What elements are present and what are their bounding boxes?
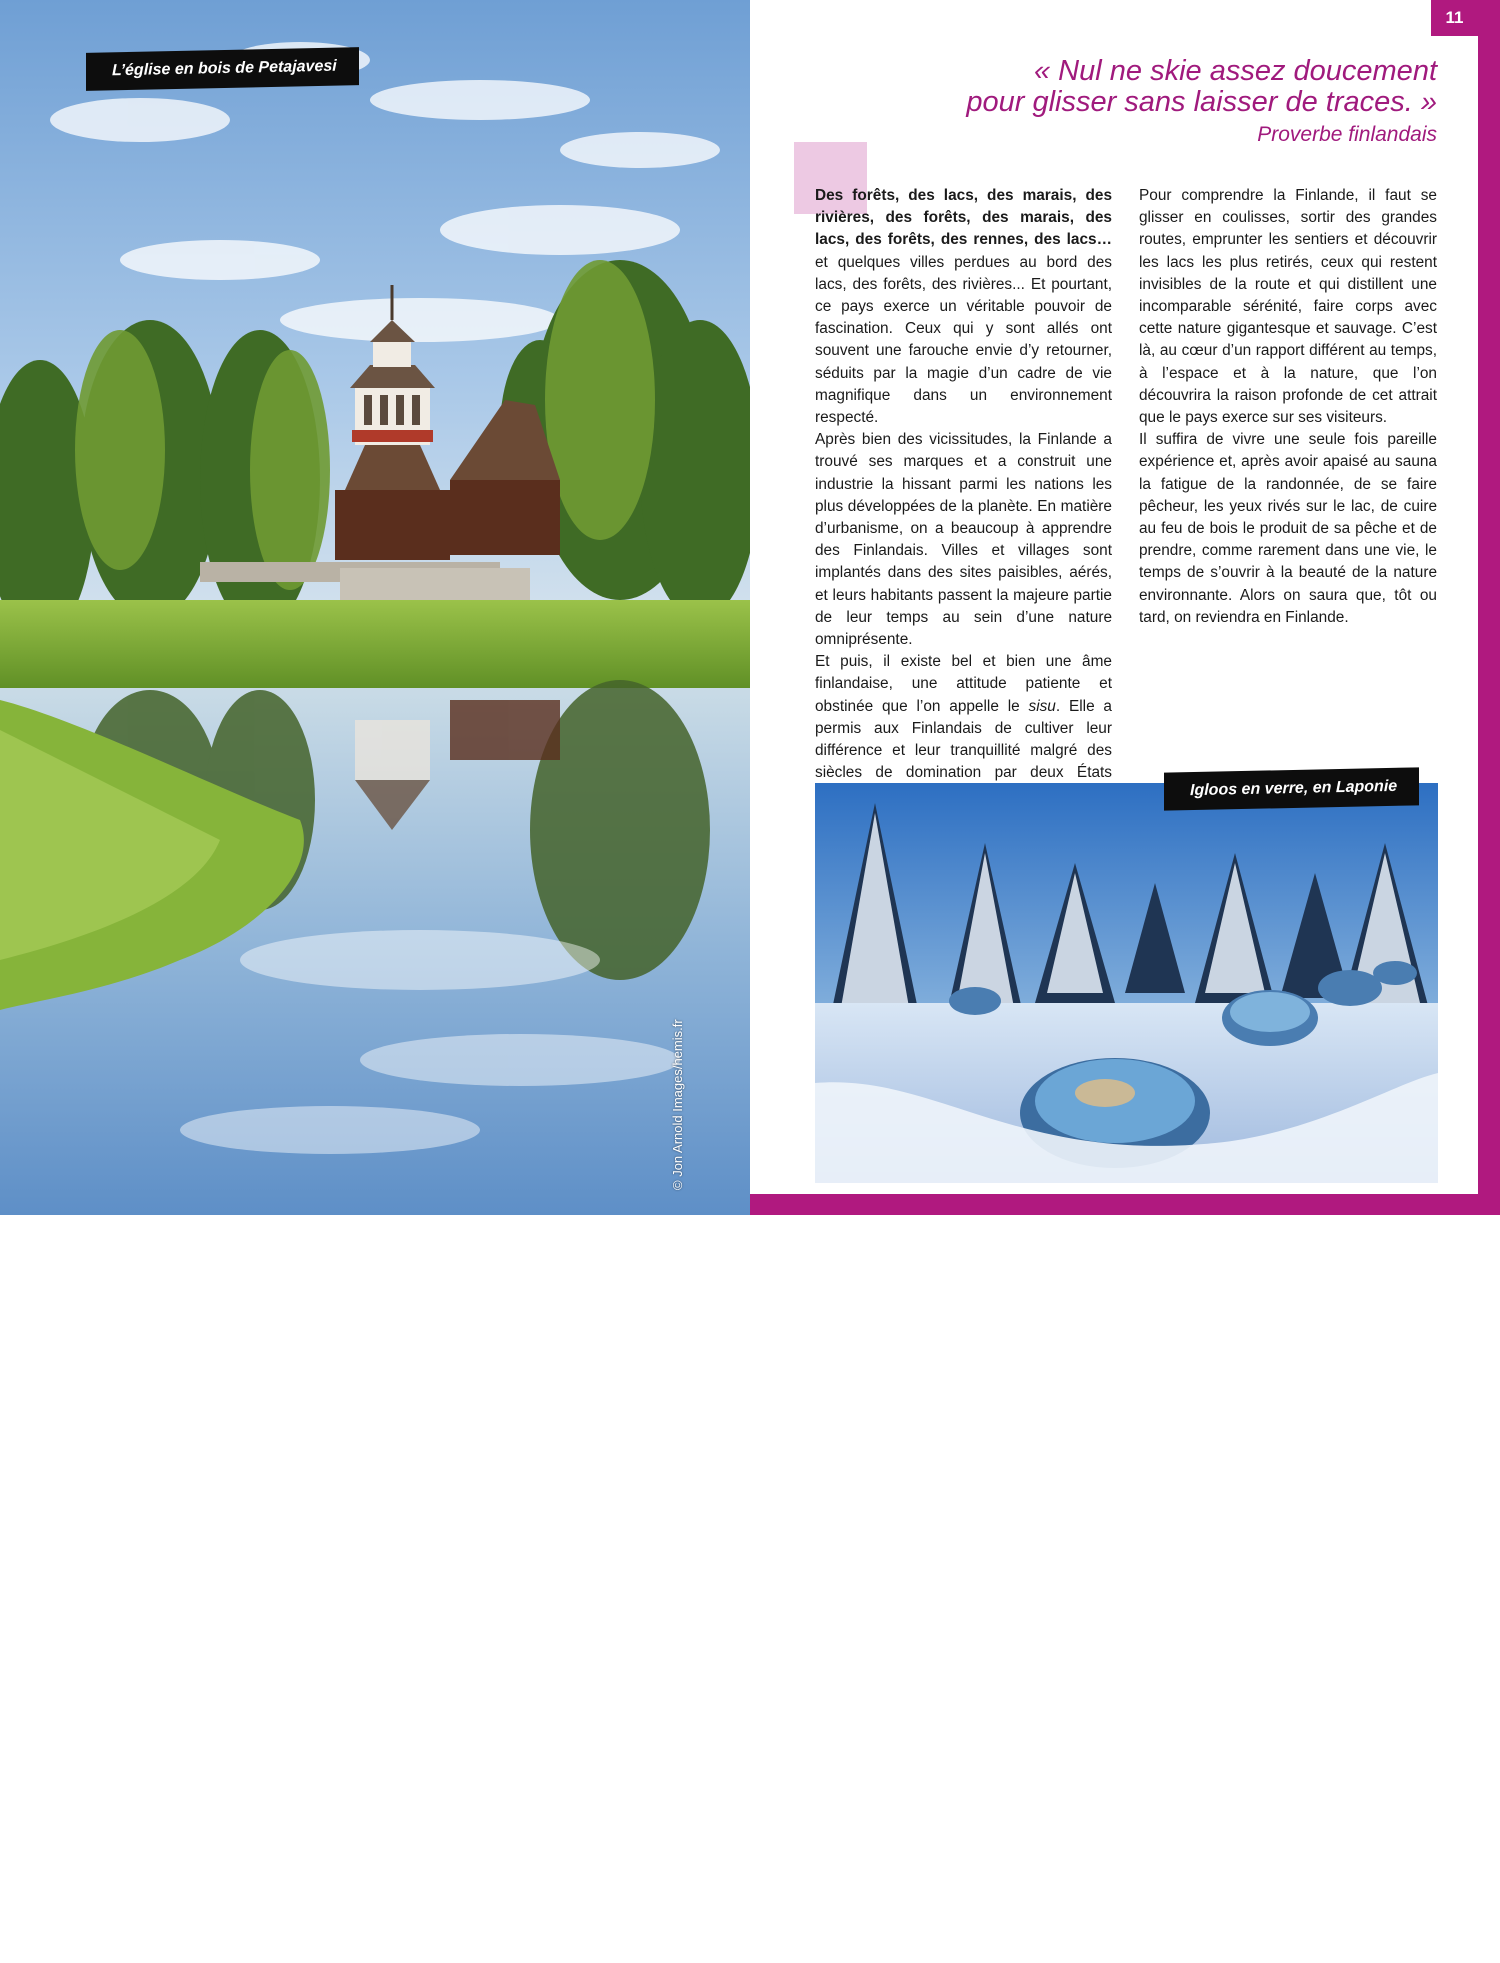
text-column-2: [1139, 185, 1437, 629]
caption-igloos: Igloos en verre, en Laponie: [1164, 767, 1419, 810]
paragraph-2: Après bien des vicissitudes, la Finlande a trouvé ses marques et a construit une industrie la hissant parmi les nations les plus développées de la planète. En matière d’urbanisme, on a beaucoup à apprendre des Finlandais. Villes et villages sont implantés dans des sites paisibles, aérés, et leurs habitants passent la majeure partie de leur temps au sein d’une nature omniprésente.: [815, 431, 1112, 649]
quote-line-1: « Nul ne skie assez doucement: [1034, 55, 1437, 87]
paragraph-1-rest: et quelques villes perdues au bord des lacs, des forêts, des rivières... Et pourtant, ce pays exerce un véritable pouvoir de fascination. Ceux qui y sont allés ont souvent une farouche envie d’y retourner, séduits par la magie d’un cadre de vie magnifique dans un environnement respecté.: [815, 253, 1112, 427]
quote-attribution: Proverbe finlandais: [1257, 123, 1437, 146]
paragraph-3-end: . Elle a permis aux Finlandais de cultiver leur différence et leur tranquillité malgré des siècles de domination par deux États: [815, 697, 1112, 782]
magenta-bottom-band: [750, 1194, 1500, 1215]
photo-credit-line-1: © Kakslauttanen Arctic Resort, Saariselka, Finland: [885, 1672, 900, 1963]
caption-petajavesi: L’église en bois de Petajavesi: [86, 47, 359, 91]
photo-credit-right: [885, 1672, 915, 1963]
glass-igloos-photo: [815, 783, 1438, 1963]
lead-in-bold: Des forêts, des lacs, des marais, des rivières, des forêts, des marais, des lacs, des forêts, des rennes, des lacs…: [815, 187, 1112, 249]
paragraph-3-start: Et puis, il existe bel et bien une âme finlandaise, une attitude patiente et obstinée que l’on appelle le: [815, 653, 1112, 715]
magenta-edge-band: [1478, 0, 1500, 1215]
sisu-italic: sisu: [1028, 697, 1056, 715]
right-page: [750, 0, 1500, 1963]
photo-credit-left: © Jon Arnold Images/hemis.fr: [670, 1019, 685, 1190]
church-lake-photo: [0, 0, 750, 1215]
paragraph-5: Il suffira de vivre une seule fois pareille expérience et, après avoir apaisé au sauna la fatigue de la randonnée, de se faire pêcheur, les yeux rivés sur le lac, de cuire au feu de bois le produit de sa pêche et de prendre, comme rarement dans une vie, le temps de s’ouvrir à la beauté de la nature environnante. Alors on saura que, tôt ou tard, on reviendra en Finlande.: [1139, 431, 1437, 626]
photo-credit-line-2: ©Valtteri Hirvonen: [900, 1858, 915, 1963]
quote-line-2: pour glisser sans laisser de traces. »: [966, 86, 1437, 118]
glass-igloos-illustration: [815, 783, 1438, 1183]
church-lake-illustration: [0, 0, 750, 1215]
page-number: 11: [1431, 0, 1478, 36]
paragraph-4: Pour comprendre la Finlande, il faut se glisser en coulisses, sortir des grandes routes, emprunter les sentiers et découvrir les lacs les plus retirés, ceux qui restent invisibles de la route et qui distillent une incomparable sérénité, faire corps avec cette nature gigantesque et sauvage. C’est là, au cœur d’un rapport différent au temps, à l’espace et à la nature, que l’on découvrira la raison profonde de cet attrait que le pays exerce sur ses visiteurs.: [1139, 187, 1437, 427]
paragraph-1: [815, 185, 1112, 429]
pull-quote: [966, 56, 1437, 149]
text-column-1: [815, 185, 1112, 829]
